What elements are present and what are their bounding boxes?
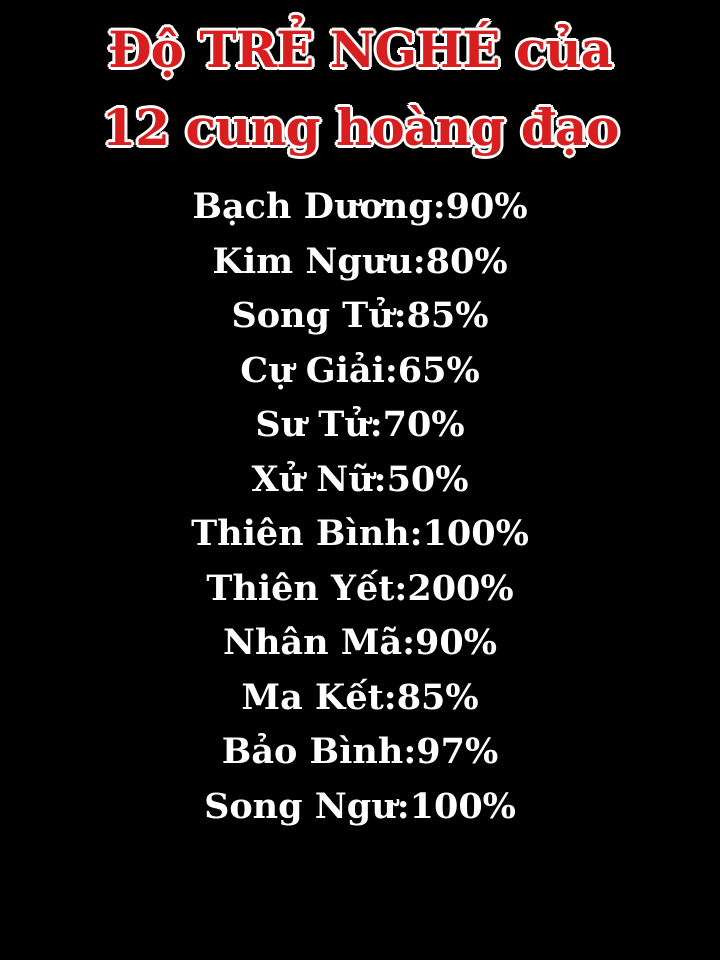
zodiac-item-cu-giai: Cự Giải:65%	[240, 349, 480, 391]
zodiac-list	[0, 180, 720, 834]
zodiac-item-song-tu: Song Tử:85%	[231, 295, 489, 336]
zodiac-item-bao-binh: Bảo Bình:97%	[221, 731, 499, 772]
zodiac-item-thien-yet: Thiên Yết:200%	[206, 567, 514, 609]
zodiac-item-bach-duong: Bạch Dương:90%	[192, 186, 528, 227]
zodiac-item-nhan-ma: Nhân Mã:90%	[222, 622, 498, 663]
zodiac-item-ma-ket: Ma Kết:85%	[241, 676, 479, 718]
zodiac-item-xu-nu: Xử Nữ:50%	[251, 458, 469, 500]
title-line-2: 12 cung hoàng đạo	[101, 98, 619, 157]
zodiac-item-kim-nguu: Kim Ngưu:80%	[212, 240, 508, 282]
zodiac-item-thien-binh: Thiên Bình:100%	[191, 513, 529, 554]
title-line-1: Độ TRẺ NGHÉ của	[107, 20, 613, 79]
zodiac-item-song-ngu: Song Ngư:100%	[204, 785, 516, 827]
zodiac-item-su-tu: Sư Tử:70%	[255, 404, 465, 445]
